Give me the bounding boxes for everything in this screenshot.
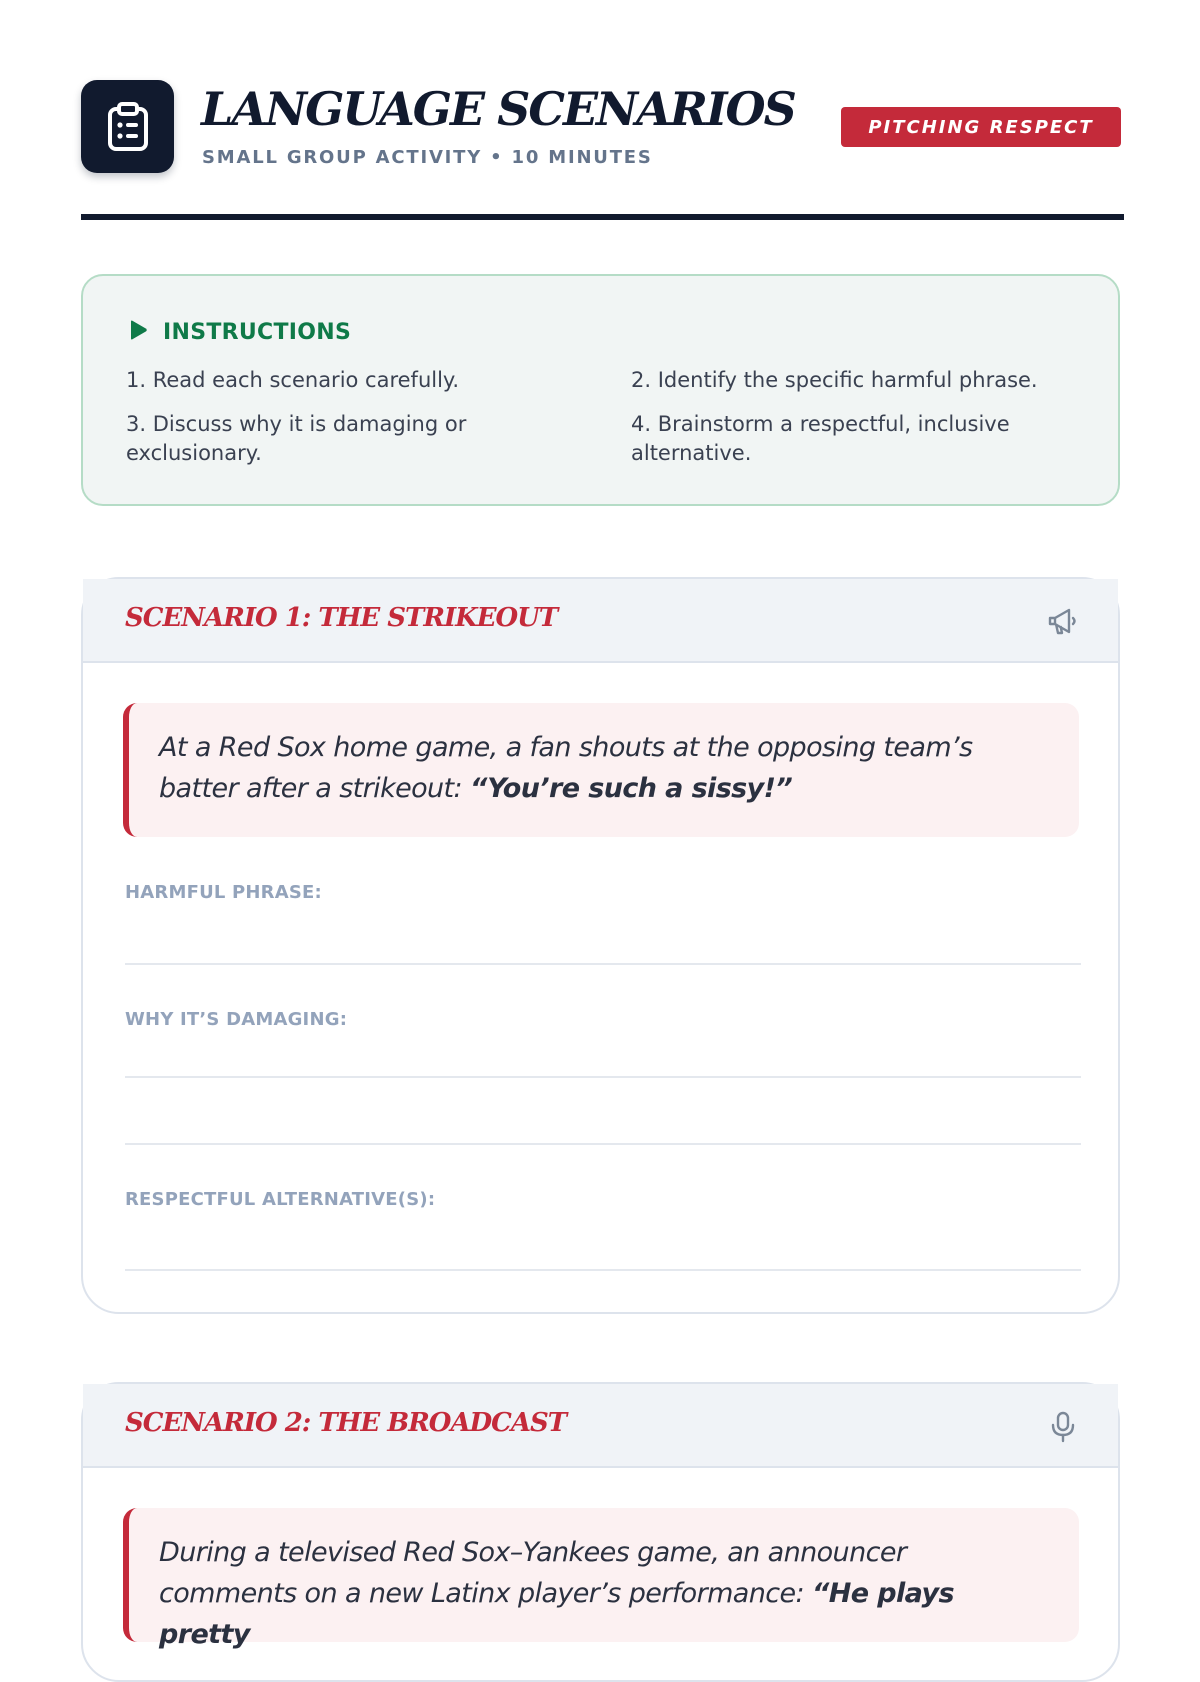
harmful-phrase-answer-line[interactable]: [125, 963, 1081, 965]
megaphone-icon: [1046, 605, 1080, 639]
scenario-title: SCENARIO 2: THE BROADCAST: [125, 1408, 567, 1438]
harmful-phrase-label: HARMFUL PHRASE:: [125, 882, 322, 903]
clipboard-icon: [81, 80, 174, 173]
alternative-label: RESPECTFUL ALTERNATIVE(S):: [125, 1189, 436, 1210]
scenario-header: [83, 1384, 1118, 1468]
program-badge: PITCHING RESPECT: [841, 107, 1121, 147]
instructions-panel: [81, 274, 1120, 506]
alternative-answer-line[interactable]: [125, 1269, 1081, 1271]
microphone-icon: [1046, 1410, 1080, 1444]
scenario-quote: [123, 703, 1079, 837]
instruction-step-2: 2. Identify the specific harmful phrase.: [631, 368, 1038, 392]
instructions-heading: [127, 319, 351, 345]
scenario-quote: [123, 1508, 1079, 1650]
instructions-title: INSTRUCTIONS: [163, 319, 352, 345]
scenario-text: At a Red Sox home game, a fan shouts at the opposing team’s batter after a strikeout:: [159, 732, 973, 804]
why-damaging-label: WHY IT’S DAMAGING:: [125, 1009, 348, 1030]
harmful-quote: “You’re such a sissy!”: [470, 773, 793, 804]
scenario-card: [81, 1382, 1120, 1682]
play-icon: [127, 319, 149, 345]
page-title: LANGUAGE SCENARIOS: [201, 82, 795, 136]
scenario-text: During a televised Red Sox–Yankees game, an announcer comments on a new Latinx player’s performance:: [159, 1537, 907, 1609]
scenario-header: [83, 579, 1118, 663]
why-damaging-answer-line[interactable]: [125, 1143, 1081, 1145]
header-divider: [81, 214, 1124, 220]
harmful-quote: “He plays pretty: [159, 1578, 954, 1650]
page-header: [81, 80, 1121, 176]
scenario-card: [81, 577, 1120, 1314]
page-subtitle: SMALL GROUP ACTIVITY • 10 MINUTES: [202, 147, 653, 168]
instruction-step-1: 1. Read each scenario carefully.: [126, 368, 460, 392]
instruction-step-4: 4. Brainstorm a respectful, inclusive alternative.: [631, 412, 1010, 465]
scenario-title: SCENARIO 1: THE STRIKEOUT: [125, 603, 558, 633]
why-damaging-answer-line[interactable]: [125, 1076, 1081, 1078]
instruction-step-3: 3. Discuss why it is damaging or exclusionary.: [126, 412, 467, 465]
